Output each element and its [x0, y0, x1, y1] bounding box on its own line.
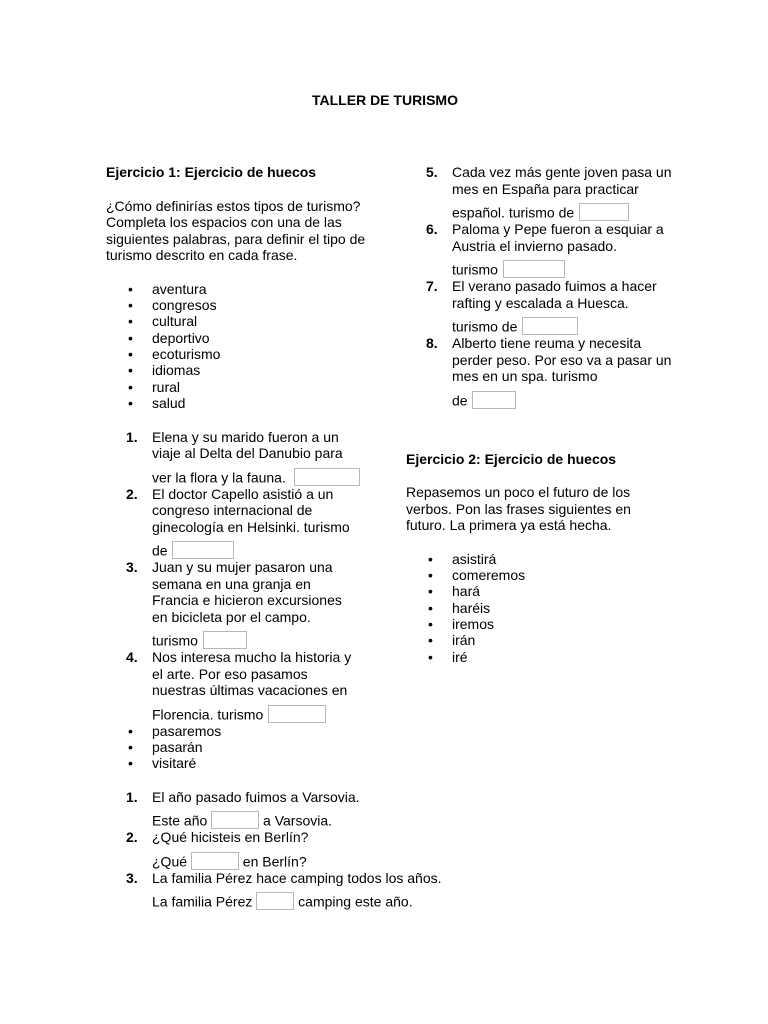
answer-input[interactable]: [472, 391, 516, 409]
page-title: TALLER DE TURISMO: [312, 92, 458, 108]
item-text: Nos interesa mucho la historia y el arte. Por eso pasamos nuestras últimas vacaciones en: [152, 649, 352, 699]
item-lead: Florencia. turismo: [152, 706, 264, 723]
exercise-item: [106, 789, 482, 830]
answer-input[interactable]: [203, 631, 247, 649]
list-item: • congresos: [106, 297, 376, 313]
list-item: • haréis: [406, 600, 676, 616]
item-text: Cada vez más gente joven pasa un mes en España para practicar: [452, 164, 672, 197]
list-item: • iremos: [406, 616, 676, 632]
exercise-item: [106, 649, 360, 723]
exercise-item: [406, 278, 676, 335]
exercise-2-word-list: [406, 551, 676, 666]
list-item: • aventura: [106, 281, 376, 297]
item-text: El verano pasado fuimos a hacer rafting y escalada a Huesca.: [452, 278, 657, 311]
answer-input[interactable]: [172, 541, 234, 559]
item-lead: de: [152, 542, 168, 559]
item-text: Alberto tiene reuma y necesita perder peso. Por eso va a pasar un mes en un spa. turismo: [452, 335, 672, 384]
exercise-item: [106, 429, 360, 486]
exercise-item: [406, 164, 676, 221]
item-text: ¿Qué hicisteis en Berlín?: [152, 829, 309, 846]
answer-input[interactable]: [256, 892, 294, 910]
item-lead: turismo: [152, 632, 198, 649]
answer-input[interactable]: [503, 260, 565, 278]
left-column: [106, 164, 442, 910]
list-item: • iré: [406, 649, 676, 665]
item-number: 4.: [126, 649, 138, 666]
exercise-1-items-b: [406, 164, 676, 409]
answer-input[interactable]: [191, 852, 239, 870]
answer-input[interactable]: [522, 317, 578, 335]
item-text: Paloma y Pepe fueron a esquiar a Austria el invierno pasado.: [452, 221, 664, 254]
list-item: • comeremos: [406, 567, 676, 583]
exercise-1-heading: Ejercicio 1: Ejercicio de huecos: [106, 164, 317, 180]
right-column: [406, 164, 676, 665]
answer-input[interactable]: [294, 468, 360, 486]
list-item: • idiomas: [106, 362, 376, 378]
list-item: • irán: [406, 632, 676, 648]
item-text: El año pasado fuimos a Varsovia.: [152, 788, 360, 805]
list-item: • pasarán: [106, 739, 376, 755]
item-lead: ver la flora y la fauna.: [152, 469, 286, 486]
exercise-2-instructions: Repasemos un poco el futuro de los verbos. Pon las frases siguientes en futuro. La primera ya está hecha.: [406, 484, 631, 533]
item-lead: Este año: [152, 812, 208, 829]
item-tail: en Berlín?: [242, 853, 307, 870]
item-text: El doctor Capello asistió a un congreso internacional de ginecología en Helsinki. turismo: [152, 485, 350, 535]
item-tail: a Varsovia.: [263, 812, 333, 829]
answer-input[interactable]: [579, 203, 629, 221]
exercise-item: [106, 559, 360, 649]
item-number: 2.: [126, 829, 138, 846]
list-item: • cultural: [106, 313, 376, 329]
item-lead: La familia Pérez: [152, 893, 253, 910]
exercise-item: [406, 221, 676, 278]
exercise-2-items: [106, 788, 442, 911]
list-item: • visitaré: [106, 755, 376, 771]
list-item: • pasaremos: [106, 723, 376, 739]
exercise-2-heading: Ejercicio 2: Ejercicio de huecos: [406, 450, 617, 467]
list-item: • asistirá: [406, 551, 676, 567]
item-tail: camping este año.: [298, 893, 413, 910]
exercise-item: [106, 829, 482, 870]
exercise-1-instructions: ¿Cómo definirías estos tipos de turismo? Completa los espacios con una de las siguientes palabras, para definir el tipo de turismo descrito en cada frase.: [106, 197, 366, 263]
exercise-2-word-list-continued: [106, 723, 376, 772]
list-item: • salud: [106, 395, 376, 411]
item-number: 6.: [426, 221, 438, 237]
item-lead: turismo de: [452, 318, 518, 335]
item-lead: turismo: [452, 261, 498, 278]
item-number: 7.: [426, 278, 438, 294]
item-text: La familia Pérez hace camping todos los años.: [152, 869, 442, 886]
item-lead: ¿Qué: [152, 853, 188, 870]
item-text: Juan y su mujer pasaron una semana en una granja en Francia e hicieron excursiones en bicicleta por el campo.: [152, 559, 342, 625]
item-lead: de: [452, 392, 468, 408]
list-item: • ecoturismo: [106, 346, 376, 362]
exercise-item: [406, 335, 676, 409]
item-number: 3.: [126, 869, 138, 886]
item-text: Elena y su marido fueron a un viaje al Delta del Danubio para: [152, 428, 343, 462]
item-number: 1.: [126, 788, 138, 805]
exercise-item: [106, 870, 482, 911]
item-number: 2.: [126, 485, 138, 502]
list-item: • hará: [406, 583, 676, 599]
list-item: • deportivo: [106, 330, 376, 346]
exercise-1-items-a: [106, 429, 376, 723]
item-number: 5.: [426, 164, 438, 180]
item-number: 8.: [426, 335, 438, 351]
item-number: 1.: [126, 428, 138, 445]
item-lead: español. turismo de: [452, 204, 575, 221]
exercise-1-word-list: [106, 281, 376, 412]
exercise-item: [106, 486, 360, 560]
answer-input[interactable]: [211, 811, 259, 829]
list-item: • rural: [106, 379, 376, 395]
answer-input[interactable]: [268, 705, 326, 723]
item-number: 3.: [126, 559, 138, 576]
